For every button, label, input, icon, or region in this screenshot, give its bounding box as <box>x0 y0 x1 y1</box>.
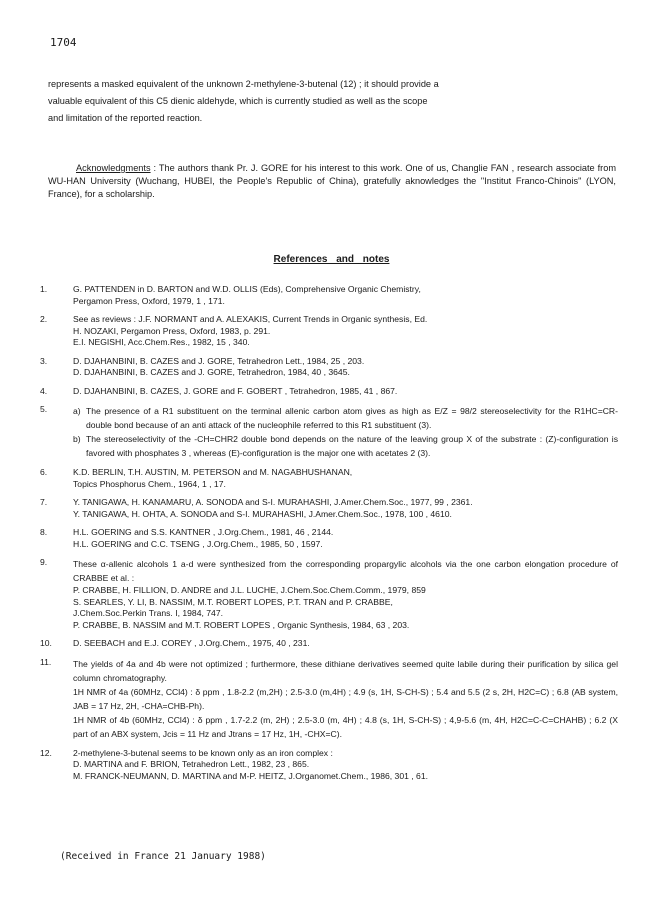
nmr-data: 1H NMR of 4a (60MHz, CCl4) : δ ppm , 1.8-2.2 (m,2H) ; 2.5-3.0 (m,4H) ; 4.9 (s, 1H, S-CH-S) ; 5.4 and 5.5 (2 s, 2H, H2C=C) ; 6.8 (AB system, JAB = 17 Hz, 2H, -CHA=CHB-Ph). <box>73 686 618 711</box>
reference-line: H.L. GOERING and C.C. TSENG , J.Org.Chem., 1985, 50 , 1597. <box>73 538 323 549</box>
reference-item <box>40 284 618 307</box>
reference-item <box>40 356 618 379</box>
reference-subnote <box>73 432 618 460</box>
reference-number: 11. <box>40 656 52 667</box>
subnote-text: The stereoselectivity of the -CH=CHR2 double bond depends on the nature of the leaving group X of the substrate : (Z)-configuration is favored with phosphates 3 , whereas (E)-configuration is the major one with acetates 2 (3). <box>86 434 618 458</box>
subnote-label: a) <box>73 406 81 416</box>
reference-number: 3. <box>40 355 48 366</box>
reference-number: 2. <box>40 314 48 324</box>
intro-line-1: represents a masked equivalent of the unknown 2-methylene-3-butenal (12) ; it should provide a <box>48 79 439 89</box>
reference-item <box>40 497 618 520</box>
reference-item <box>40 467 618 490</box>
reference-line: S. SEARLES, Y. LI, B. NASSIM, M.T. ROBERT LOPES, P.T. TRAN and P. CRABBE, <box>73 596 393 607</box>
intro-line-2: valuable equivalent of this C5 dienic aldehyde, which is currently studied as well as the scope <box>48 96 428 106</box>
reference-item <box>40 386 618 398</box>
references-list <box>40 284 618 789</box>
references-title: References and notes <box>273 254 390 265</box>
reference-number: 7. <box>40 497 48 507</box>
subnote-text: The presence of a R1 substituent on the terminal allenic carbon atom gives as high as E/Z = 98/2 stereoselectivity for the R1HC=CR- double bond because of an anti attack of the nucleophile referred to this R1 substituent (3). <box>86 406 618 430</box>
reference-number: 1. <box>40 284 48 294</box>
reference-line: 2-methylene-3-butenal seems to be known only as an iron complex : <box>73 747 333 758</box>
reference-number: 6. <box>40 467 48 477</box>
reference-line: Y. TANIGAWA, H. KANAMARU, A. SONODA and S-I. MURAHASHI, J.Amer.Chem.Soc., 1977, 99 , 2361. <box>73 497 473 507</box>
reference-number: 9. <box>40 557 48 567</box>
reference-line: M. FRANCK-NEUMANN, D. MARTINA and M-P. HEITZ, J.Organomet.Chem., 1986, 301 , 61. <box>73 770 428 781</box>
reference-line: G. PATTENDEN in D. BARTON and W.D. OLLIS (Eds), Comprehensive Organic Chemistry, <box>73 284 421 294</box>
reference-paragraph: The yields of 4a and 4b were not optimized ; furthermore, these dithiane derivatives seemed quite labile during their purification by silica gel column chromatography. <box>73 658 618 683</box>
reference-item <box>40 404 618 460</box>
reference-line: D. DJAHANBINI, B. CAZES and J. GORE, Tetrahedron Lett., 1984, 25 , 203. <box>73 355 365 366</box>
reference-line: J.Chem.Soc.Perkin Trans. I, 1984, 747. <box>73 608 223 618</box>
reference-item <box>40 748 618 783</box>
page-number: 1704 <box>50 36 77 49</box>
reference-number: 12. <box>40 747 52 758</box>
acknowledgments-heading: Acknowledgments <box>76 163 151 173</box>
subnote-label: b) <box>73 434 81 444</box>
reference-number: 4. <box>40 385 48 396</box>
reference-line: H.L. GOERING and S.S. KANTNER , J.Org.Chem., 1981, 46 , 2144. <box>73 527 334 537</box>
acknowledgments-paragraph <box>48 162 616 201</box>
reference-item <box>40 314 618 349</box>
reference-line: D. SEEBACH and E.J. COREY , J.Org.Chem., 1975, 40 , 231. <box>73 638 310 648</box>
reference-item <box>40 557 618 631</box>
reference-number: 8. <box>40 527 48 537</box>
intro-line-3: and limitation of the reported reaction. <box>48 113 203 123</box>
reference-number: 5. <box>40 404 48 414</box>
reference-line: K.D. BERLIN, T.H. AUSTIN, M. PETERSON and M. NAGABHUSHANAN, <box>73 467 353 477</box>
reference-line: H. NOZAKI, Pergamon Press, Oxford, 1983, p. 291. <box>73 325 271 336</box>
reference-number: 10. <box>40 638 52 648</box>
reference-item <box>40 527 618 550</box>
reference-line: P. CRABBE, B. NASSIM and M.T. ROBERT LOPES , Organic Synthesis, 1984, 63 , 203. <box>73 619 410 630</box>
acknowledgments-text: : The authors thank Pr. J. GORE for his interest to this work. One of us, Changlie FAN , research associate from WU-HAN University (Wuchang, HUBEI, the People's Republic of China), gratefully aknowledges the "Institut Franco-Chinois" (LYON, France), for a scholarship. <box>48 163 616 199</box>
nmr-data: 1H NMR of 4b (60MHz, CCl4) : δ ppm , 1.7-2.2 (m, 2H) ; 2.5-3.0 (m, 4H) ; 4.8 (s, 1H, S-CH-S) ; 4,9-5.6 (m, 4H, H2C=C-C=CHAHB) ; 6.2 (X part of an ABX system, Jcis = 11 Hz and Jtrans = 17 Hz, 1H, -CHX=C). <box>73 714 618 739</box>
reference-line: Pergamon Press, Oxford, 1979, 1 , 171. <box>73 295 225 306</box>
reference-item <box>40 657 618 741</box>
reference-item <box>40 638 618 650</box>
reference-line: See as reviews : J.F. NORMANT and A. ALEXAKIS, Current Trends in Organic synthesis, Ed. <box>73 314 428 324</box>
reference-line: D. DJAHANBINI, B. CAZES and J. GORE, Tetrahedron, 1984, 40 , 3645. <box>73 367 350 377</box>
reference-line: P. CRABBE, H. FILLION, D. ANDRE and J.L. LUCHE, J.Chem.Soc.Chem.Comm., 1979, 859 <box>73 585 426 595</box>
received-date: (Received in France 21 January 1988) <box>60 851 266 862</box>
reference-line: Topics Phosphorus Chem., 1964, 1 , 17. <box>73 478 226 489</box>
reference-line: E.I. NEGISHI, Acc.Chem.Res., 1982, 15 , 340. <box>73 337 250 347</box>
intro-paragraph <box>48 76 616 127</box>
reference-line: Y. TANIGAWA, H. OHTA, A. SONODA and S-I. MURAHASHI, J.Amer.Chem.Soc., 1978, 100 , 4610. <box>73 508 452 519</box>
reference-line: D. DJAHANBINI, B. CAZES, J. GORE and F. GOBERT , Tetrahedron, 1985, 41 , 867. <box>73 385 398 396</box>
reference-paragraph: These α-allenic alcohols 1 a-d were synthesized from the corresponding propargylic alcohols via the one carbon elongation procedure of CRABBE et al. : <box>73 559 618 583</box>
reference-subnote <box>73 404 618 432</box>
reference-line: D. MARTINA and F. BRION, Tetrahedron Lett., 1982, 23 , 865. <box>73 759 310 769</box>
